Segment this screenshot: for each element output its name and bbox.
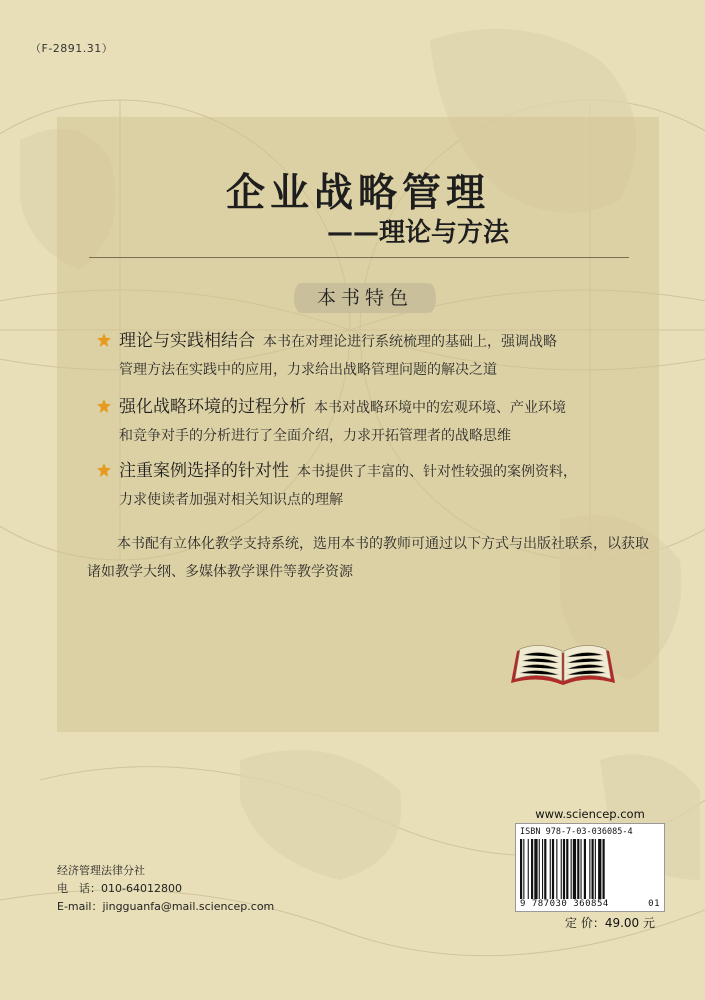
feature-text [119, 327, 639, 384]
barcode-bar [563, 839, 565, 899]
teaching-resources-note: 本书配有立体化教学支持系统，选用本书的教师可通过以下方式与出版社联系，以获取诸如教学大纲、多媒体教学课件等教学资源 [87, 536, 649, 580]
barcode-bar [595, 839, 596, 899]
website-url: www.sciencep.com [535, 807, 645, 821]
barcode-bar [589, 839, 590, 899]
feature-panel [57, 117, 659, 732]
catalog-code: （F-2891.31） [30, 42, 114, 55]
isbn-text: ISBN 978-7-03-036085-4 [520, 827, 633, 837]
barcode-bar [577, 839, 579, 899]
feature-head: 注重案例选择的针对性 [119, 461, 289, 481]
barcode-bar [603, 839, 605, 899]
barcode-bar [581, 839, 582, 899]
feature-line2: 和竞争对手的分析进行了全面介绍，力求开拓管理者的战略思维 [119, 428, 511, 444]
feature-head: 理论与实践相结合 [119, 331, 255, 351]
star-icon [97, 463, 111, 477]
barcode-bar [556, 839, 557, 899]
barcode-bar [531, 839, 533, 899]
feature-line1: 本书提供了丰富的、针对性较强的案例资料， [297, 464, 577, 480]
barcode-bar [552, 839, 554, 899]
book-subtitle: ——理论与方法 [326, 218, 509, 248]
title-divider [89, 257, 629, 258]
publisher-email: E-mail：jingguanfa@mail.sciencep.com [57, 900, 275, 913]
price-label: 定 价：49.00 元 [565, 916, 655, 930]
feature-line1: 本书对战略环境中的宏观环境、产业环境 [314, 400, 566, 416]
feature-text [119, 457, 639, 514]
barcode-bar [534, 839, 537, 899]
book-title: 企业战略管理 [225, 170, 490, 216]
barcode-bar [571, 839, 572, 899]
star-icon [97, 333, 111, 347]
barcode-number: 9 787030 360854 [520, 899, 609, 909]
feature-text [119, 393, 639, 450]
barcode-bar [566, 839, 568, 899]
feature-line2: 管理方法在实践中的应用，力求给出战略管理问题的解决之道 [119, 362, 497, 378]
barcode-bar [523, 839, 524, 899]
barcode-bar [520, 839, 522, 899]
barcode-block [515, 807, 665, 931]
barcode-bar [584, 839, 586, 899]
barcode-bar [539, 839, 540, 899]
publisher-info [57, 862, 274, 916]
barcode-bar [598, 839, 601, 899]
barcode-bars [520, 839, 660, 899]
barcode-frame [515, 823, 665, 912]
barcode-bar [528, 839, 529, 899]
feature-head: 强化战略环境的过程分析 [119, 397, 306, 417]
addon-code: 01 [648, 899, 660, 909]
barcode-bar [592, 839, 594, 899]
feature-line1: 本书在对理论进行系统梳理的基础上，强调战略 [263, 334, 557, 350]
barcode-bar [573, 839, 576, 899]
star-icon [97, 399, 111, 413]
barcode-bar [561, 839, 562, 899]
barcode-bar [550, 839, 551, 899]
publisher-name: 经济管理法律分社 [57, 864, 145, 877]
publisher-phone: 电 话：010-64012800 [57, 882, 182, 895]
features-heading-badge: 本书特色 [301, 283, 429, 313]
barcode-bar [542, 839, 543, 899]
feature-line2: 力求使读者加强对相关知识点的理解 [119, 492, 343, 508]
open-book-icon [507, 633, 619, 695]
barcode-bar [544, 839, 546, 899]
